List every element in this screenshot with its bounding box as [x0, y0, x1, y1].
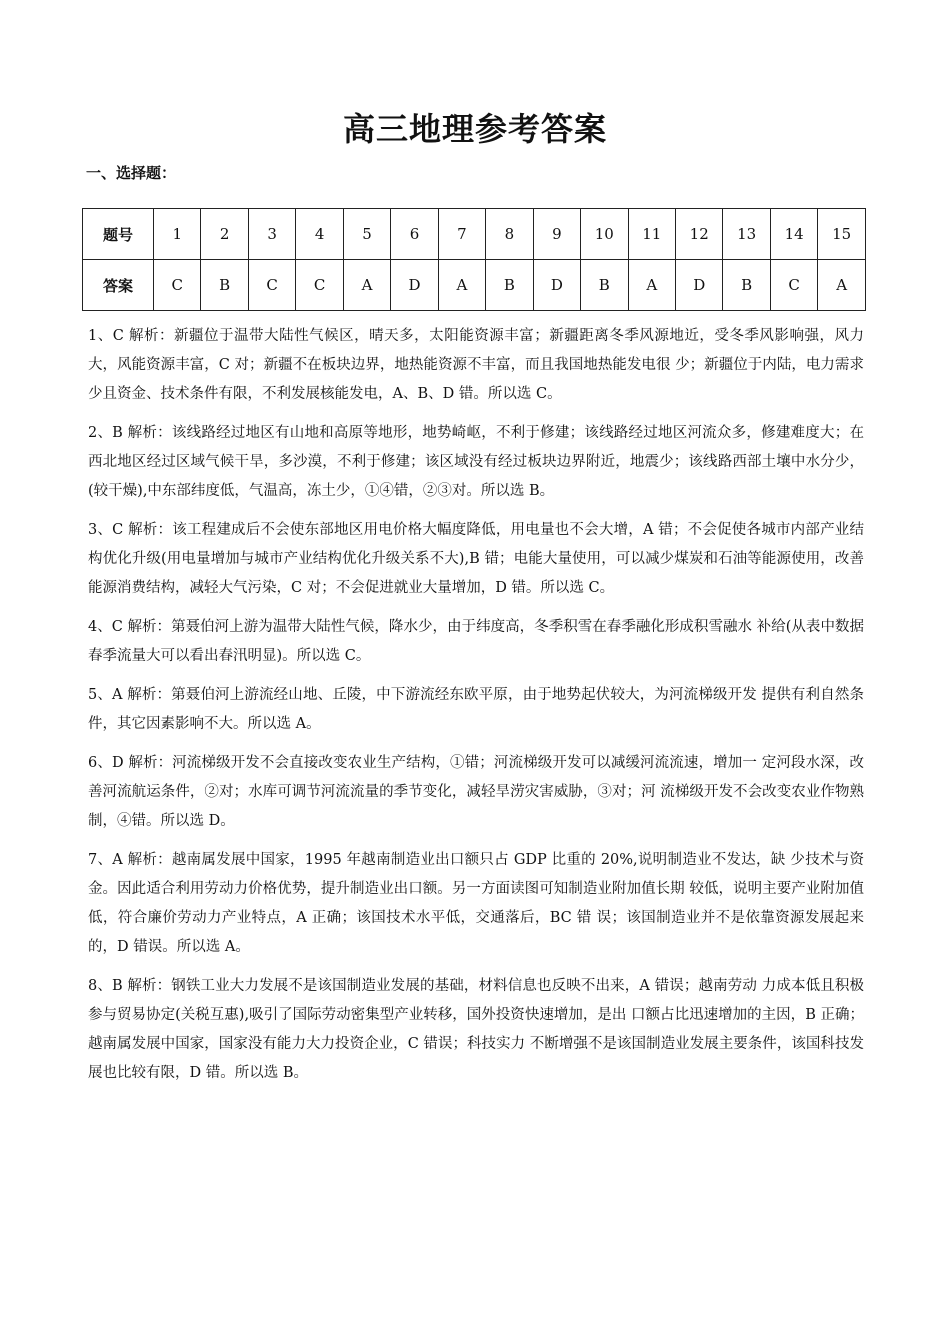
question-number: 2: [201, 209, 248, 260]
explanation-paragraph: 5、A 解析：第聂伯河上游流经山地、丘陵，中下游流经东欧平原，由于地势起伏较大，为河流梯级开发 提供有利自然条件，其它因素影响不大。所以选 A。: [88, 687, 864, 732]
question-number: 5: [343, 209, 390, 260]
answer-cell: B: [201, 260, 248, 311]
answer-cell: A: [628, 260, 675, 311]
question-number: 12: [675, 209, 722, 260]
page-title: 高三地理参考答案: [342, 110, 607, 148]
question-number-row: [83, 209, 866, 260]
answer-cell: C: [154, 260, 201, 311]
question-number: 4: [296, 209, 343, 260]
answer-cell: D: [675, 260, 722, 311]
question-number: 3: [248, 209, 295, 260]
question-number: 9: [533, 209, 580, 260]
explanation-paragraph: 7、A 解析：越南属发展中国家，1995 年越南制造业出口额只占 GDP 比重的 20%,说明制造业不发达，缺 少技术与资金。因此适合利用劳动力价格优势，提升制造业出口额。另一方面读图可知制造业附加值长期 较低，说明主要产业附加值低，符合廉价劳动力产业特点，A 正确；该国技术水平低，交通落后，BC 错 误；该国制造业并不是依靠资源发展起来的，D 错误。所以选 A。: [88, 852, 864, 955]
answer-cell: A: [343, 260, 390, 311]
answer-cell: B: [581, 260, 628, 311]
explanation-paragraph: 1、C 解析：新疆位于温带大陆性气候区，晴天多，太阳能资源丰富；新疆距离冬季风源地近，受冬季风影响强，风力大，风能资源丰富，C 对；新疆不在板块边界，地热能资源不丰富，而且我国地热能发电很 少；新疆位于内陆，电力需求少且资金、技术条件有限，不利发展核能发电，A、B、D 错。所以选 C。: [88, 328, 864, 402]
explanation-paragraph: 2、B 解析：该线路经过地区有山地和高原等地形，地势崎岖，不利于修建；该线路经过地区河流众多，修建难度大；在西北地区经过区域气候干旱，多沙漠，不利于修建；该区域没有经过板块边界附近，地震少；该线路西部土壤中水分少，(较干燥),中东部纬度低，气温高，冻土少，①④错，②③对。所以选 B。: [88, 425, 864, 499]
answer-cell: C: [770, 260, 817, 311]
question-number: 11: [628, 209, 675, 260]
answer-cell: C: [296, 260, 343, 311]
question-number: 10: [581, 209, 628, 260]
answer-cell: B: [486, 260, 533, 311]
question-number: 7: [438, 209, 485, 260]
answer-cell: D: [533, 260, 580, 311]
answer-cell: A: [438, 260, 485, 311]
answer-cell: A: [818, 260, 866, 311]
answer-table: [82, 208, 866, 311]
explanation-paragraph: 8、B 解析：钢铁工业大力发展不是该国制造业发展的基础，材料信息也反映不出来，A 错误；越南劳动 力成本低且积极参与贸易协定(关税互惠),吸引了国际劳动密集型产业转移，国外投资快速增加，是出 口额占比迅速增加的主因，B 正确；越南属发展中国家，国家没有能力大力投资企业，C 错误；科技实力 不断增强不是该国制造业发展主要条件，该国科技发展也比较有限，D 错。所以选 B。: [88, 978, 864, 1081]
question-number: 14: [770, 209, 817, 260]
explanation-paragraph: 3、C 解析：该工程建成后不会使东部地区用电价格大幅度降低，用电量也不会大增，A 错；不会促使各城市内部产业结构优化升级(用电量增加与城市产业结构优化升级关系不大),B 错；电能大量使用，可以减少煤炭和石油等能源使用，改善能源消费结构，减轻大气污染，C 对；不会促进就业大量增加，D 错。所以选 C。: [88, 522, 864, 596]
explanation-paragraph: 4、C 解析：第聂伯河上游为温带大陆性气候，降水少，由于纬度高，冬季积雪在春季融化形成积雪融水 补给(从表中数据春季流量大可以看出春汛明显)。所以选 C。: [88, 619, 864, 664]
explanation-paragraph: 6、D 解析：河流梯级开发不会直接改变农业生产结构，①错；河流梯级开发可以减缓河流流速，增加一 定河段水深，改善河流航运条件，②对；水库可调节河流流量的季节变化，减轻旱涝灾害威胁，③对；河 流梯级开发不会改变农业作物熟制，④错。所以选 D。: [88, 755, 864, 829]
question-number: 8: [486, 209, 533, 260]
answer-cell: B: [723, 260, 770, 311]
question-number: 6: [391, 209, 438, 260]
question-number: 1: [154, 209, 201, 260]
question-number: 13: [723, 209, 770, 260]
section-heading-choice: 一、选择题：: [86, 164, 177, 182]
question-number: 15: [818, 209, 866, 260]
explanations: [88, 322, 864, 1098]
row-header-number: 题号: [83, 209, 154, 260]
answer-cell: D: [391, 260, 438, 311]
answer-row: [83, 260, 866, 311]
answer-cell: C: [248, 260, 295, 311]
row-header-answer: 答案: [83, 260, 154, 311]
